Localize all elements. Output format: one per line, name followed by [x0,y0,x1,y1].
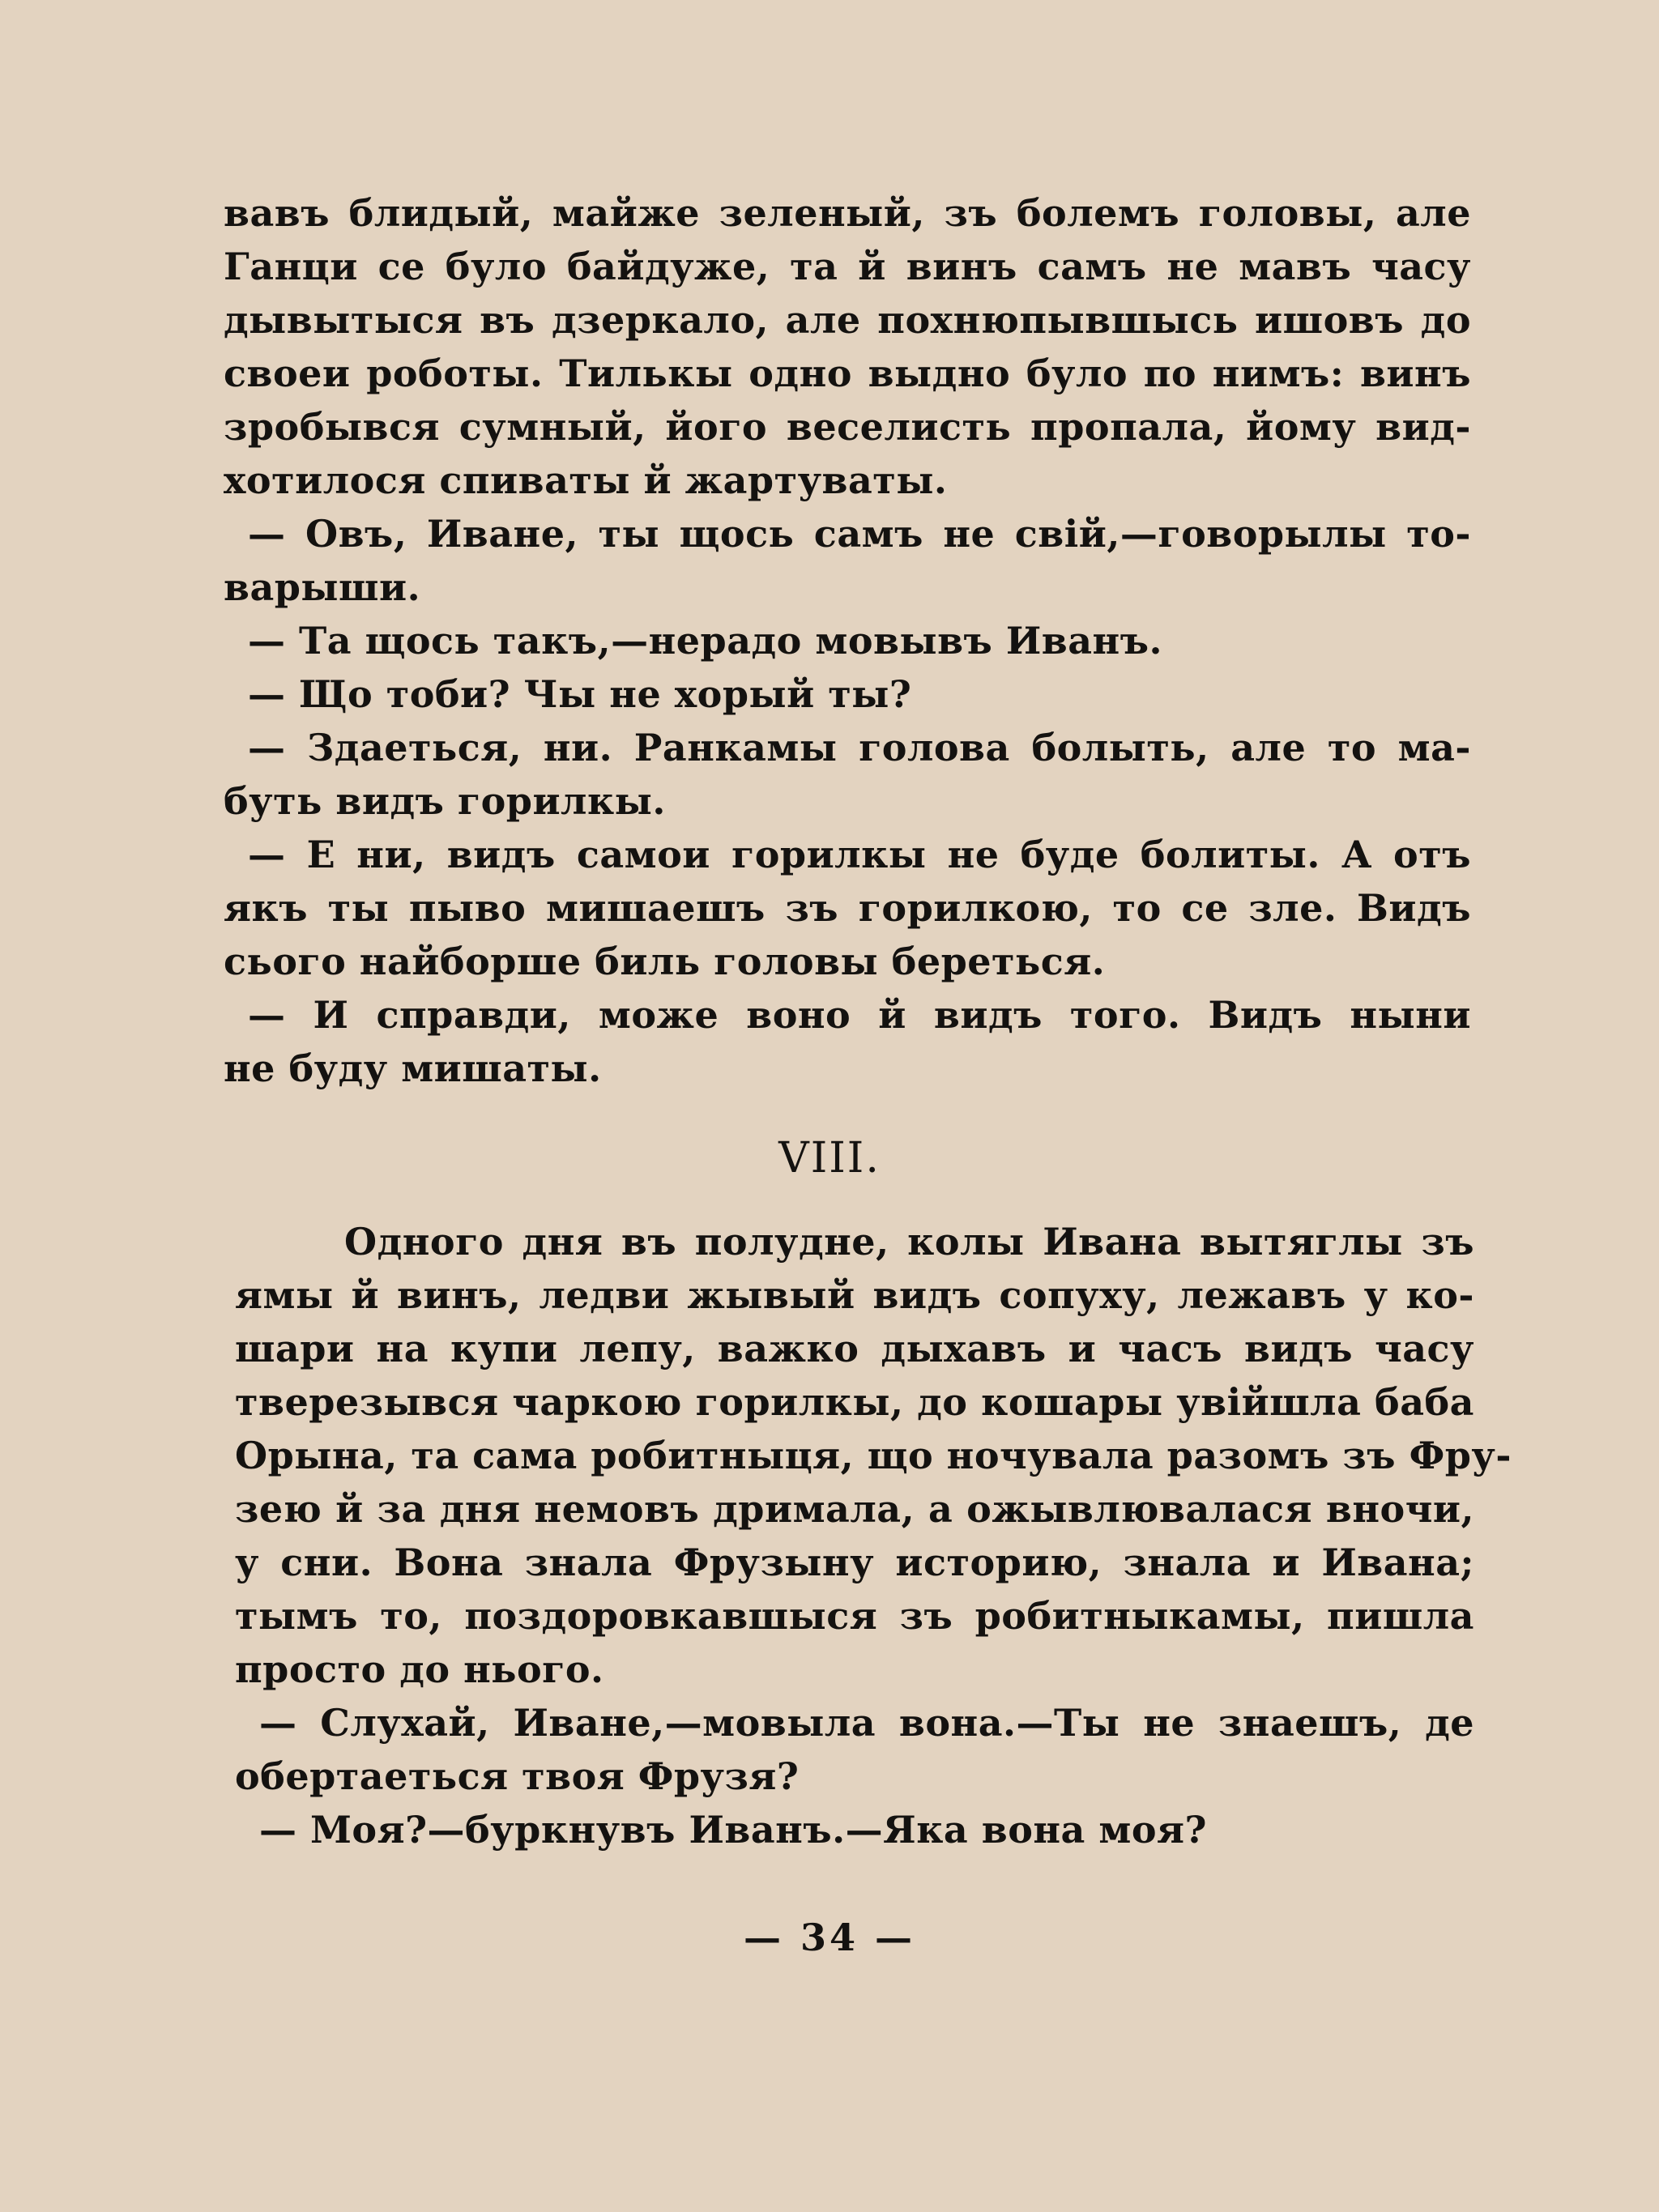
text-line: тымъ то, поздоровкавшыся зъ робитныкамы, пишла [235,1594,1474,1638]
dialogue-line: — Та щось такъ,—нерадо мовывъ Иванъ. [248,619,1163,663]
text-line: сього найборше биль головы береться. [224,940,1106,983]
text-line: тверезывся чаркою горилкы, до кошары увійшла баба [235,1380,1474,1424]
main-text-block [224,186,1471,1095]
dialogue-line: — Овъ, Иване, ты щось самъ не свій,—говорылы то- [248,512,1471,556]
text-line: своеи роботы. Тилькы одно выдно було по нимъ: винъ [224,352,1471,395]
chapter-text-block [235,1215,1512,1856]
text-line: варыши. [224,565,421,609]
paragraph-first-line: Одного дня въ полудне, колы Ивана вытяглы зъ [344,1220,1474,1264]
text-line: шари на купи лепу, важко дыхавъ и часъ видъ часу [235,1327,1474,1370]
dialogue-line: — Е ни, видъ самои горилкы не буде болиты. А отъ [248,833,1471,876]
text-line: зробывся сумный, його веселисть пропала, йому вид- [224,405,1471,449]
text-line: не буду мишаты. [224,1046,602,1090]
dialogue-line: — Здаеться, ни. Ранкамы голова болыть, але то ма- [248,726,1471,769]
dialogue-line: — Що тоби? Чы не хорый ты? [248,672,912,716]
text-line: дывытыся въ дзеркало, але похнюпывшысь ишовъ до [224,298,1471,342]
text-line: хотилося спиваты й жартуваты. [224,458,948,502]
page-number: — 34 — [743,1916,916,1959]
text-line: Ганци се було байдуже, та й винъ самъ не мавъ часу [224,245,1471,288]
text-line: вавъ блидый, майже зеленый, зъ болемъ головы, але [224,191,1471,235]
dialogue-line: — Слухай, Иване,—мовыла вона.—Ты не знаешъ, де [259,1701,1474,1745]
dialogue-line: — И справди, може воно й видъ того. Видъ ныни [248,993,1471,1037]
dialogue-line: — Моя?—буркнувъ Иванъ.—Яка вона моя? [259,1808,1207,1852]
text-line: якъ ты пыво мишаешъ зъ горилкою, то се зле. Видъ [224,886,1471,930]
text-line: Орына, та сама робитныця, що ночувала разомъ зъ Фру- [235,1434,1512,1477]
text-line: ямы й винъ, ледви жывый видъ сопуху, лежавъ у ко- [235,1273,1474,1317]
text-line: просто до нього. [235,1647,604,1691]
text-line: зею й за дня немовъ дримала, а ожывлювалася вночи, [235,1487,1474,1531]
text-line: буть видъ горилкы. [224,779,666,823]
text-line: у сни. Вона знала Фрузыну историю, знала и Ивана; [235,1541,1474,1584]
chapter-heading: VIII. [778,1134,881,1183]
text-line: обертаеться твоя Фрузя? [235,1754,800,1798]
